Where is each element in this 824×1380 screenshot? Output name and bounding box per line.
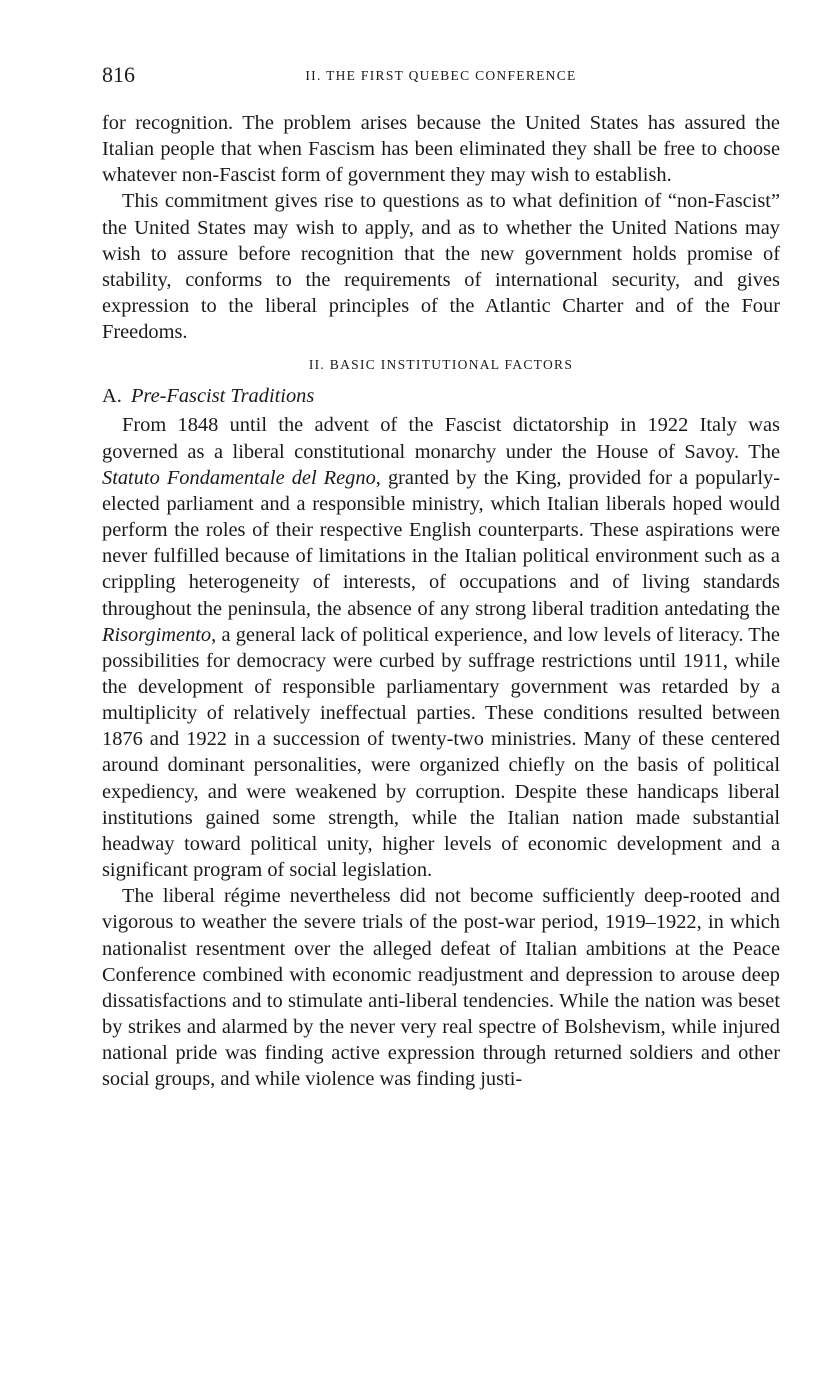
paragraph-liberal-regime: The liberal régime nevertheless did not become sufficiently deep-rooted and vigorous to weather the severe trials of the post-war period, 1919–1922, in which nationalist resentment over the alleged defeat of Italian ambitions at the Peace Conference combined with economic readjustment and depression to arouse deep dissatisfactions and to stimulate anti-liberal tendencies. While the nation was beset by strikes and alarmed by the never very real spectre of Bolshevism, while injured national pride was finding active expression through returned soldiers and other social groups, and while violence was finding justi- — [102, 885, 780, 1091]
section-heading: II. BASIC INSTITUTIONAL FACTORS — [308, 357, 574, 373]
italic-statuto: Statuto Fondamentale del Regno — [102, 466, 376, 489]
text-run: , granted by the King, provided for a popularly-elected parliament and a responsible ministry, which Italian liberals hoped would perform the roles of their respective English counterparts. These aspirations were never fulfilled because of limitations in the Italian political environment such as a crippling heterogeneity of interests, of occupations and of living standards throughout the peninsula, the absence of any strong liberal tradition antedating the — [102, 466, 781, 620]
page-number: 816 — [102, 62, 135, 87]
italic-risorgimento: Risorgimento — [102, 623, 212, 646]
subheading-letter: A. — [102, 385, 122, 408]
document-page — [102, 60, 780, 1092]
subheading — [102, 383, 780, 409]
running-head — [102, 60, 780, 90]
running-title: II. THE FIRST QUEBEC CONFERENCE — [305, 68, 577, 83]
text-run: From 1848 until the advent of the Fascist dictatorship in 1922 Italy was governed as a liberal constitutional monarchy under the House of Savoy. The — [102, 414, 780, 463]
paragraph-continuation: for recognition. The problem arises because the United States has assured the Italian people that when Fascism has been eliminated they shall be free to choose whatever non-Fascist form of government they may wish to establish. — [102, 112, 780, 187]
text-run: , a general lack of political experience, and low levels of literacy. The possibilities for democracy were curbed by suffrage restrictions until 1911, while the development of responsible parliamentary government was retarded by a multiplicity of relatively ineffectual parties. These conditions resulted between 1876 and 1922 in a succession of twenty-two ministries. Many of these centered around dominant personalities, were organized chiefly on the basis of political expediency, and were weakened by corruption. Despite these handicaps liberal institutions gained some strength, while the Italian nation made substantial headway toward political unity, higher levels of economic development and a significant program of social legislation. — [102, 623, 780, 882]
subheading-title: Pre-Fascist Traditions — [130, 385, 315, 408]
paragraph-pre-fascist-traditions — [102, 412, 780, 883]
paragraph-commitment: This commitment gives rise to questions as to what definition of “non-Fascist” the United States may wish to apply, and as to whether the United Nations may wish to assure before recognition that the new government holds promise of stability, conforms to the requirements of international security, and gives expression to the liberal principles of the Atlantic Charter and of the Four Freedoms. — [102, 190, 780, 344]
